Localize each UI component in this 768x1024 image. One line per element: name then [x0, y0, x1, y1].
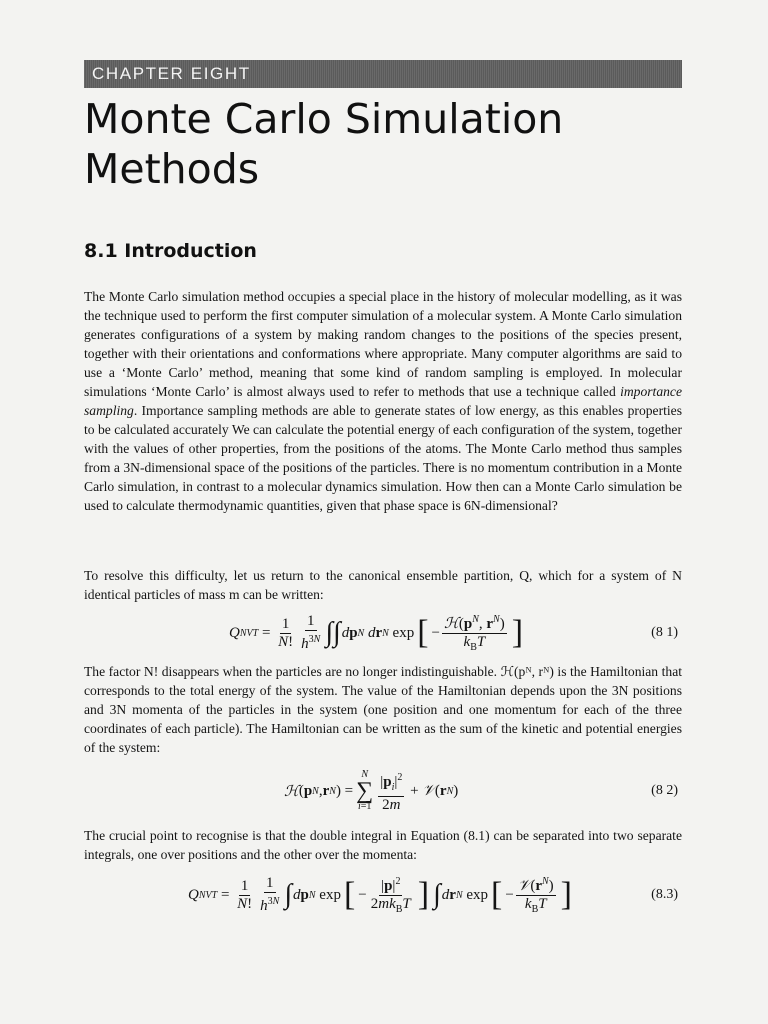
- equation-8-2-number: (8 2): [651, 783, 678, 798]
- hamiltonian-paragraph: The factor N! disappears when the particles are no longer indistinguishable. ℋ(pᴺ, rᴺ) is the Hamiltonian that corresponds to the total energy of the system. The value of the Hamiltonian depends upon the 3N positions and 3N momenta of the particles in the system (one position and one momentum for each of the three coordinates of each particle). The Hamiltonian can be written as the sum of the kinetic and potential energies of the system:: [84, 664, 682, 755]
- resolve-paragraph: To resolve this difficulty, let us return to the canonical ensemble partition, Q, which for a system of N identical particles of mass m can be written:: [84, 568, 682, 602]
- equation-8-1-body: Q NVT = $\frac{1}{N!}$ $\frac{1}{h^{3N}}$ ∫∫ d p N d r N exp [ − $\frac{ℋ(p^N, r^N)}{k_BT}$ ]: [229, 608, 526, 658]
- chapter-band: [84, 60, 682, 88]
- separation-paragraph: The crucial point to recognise is that the double integral in Equation (8.1) can be separated into two separate integrals, one over positions and the other over the momenta:: [84, 828, 682, 862]
- chapter-title: [84, 94, 684, 194]
- equation-8-1-number: (8 1): [651, 625, 678, 640]
- equation-8-3-number: (8.3): [651, 887, 678, 902]
- chapter-title-line1: Monte Carlo Simulation: [84, 95, 564, 143]
- equation-8-1: [84, 608, 682, 658]
- equation-8-3: [84, 870, 682, 920]
- intro-paragraph: [84, 287, 682, 515]
- equation-8-2-body: ℋ ( p N , r N ) = N ∑ i=1 $\frac{|p_i|^2}{2m}$ + 𝒱 ( r N ): [284, 769, 459, 813]
- section-heading: 8.1 Introduction: [84, 240, 257, 262]
- intro-text-end: . Importance sampling methods are able to generate states of low energy, as this enables properties to be calculated accurately We can calculate the potential energy of each configuration of the system, together with the values of other properties, from the positions of the atoms. The Monte Carlo method thus samples from a 3N-dimensional space of the positions of the particles. There is no momentum contribution in a Monte Carlo simulation, in contrast to a molecular dynamics simulation. How then can a Monte Carlo simulation be used to calculate thermodynamic quantities, given that phase space is 6N-dimensional?: [84, 403, 682, 513]
- chapter-title-line2: Methods: [84, 145, 260, 193]
- intro-text-start: The Monte Carlo simulation method occupies a special place in the history of molecular modelling, as it was the technique used to perform the first computer simulation of a molecular system. A Monte Carlo simulation generates configurations of a system by making random changes to the positions of the species present, together with their orientations and conformations where appropriate. Many computer algorithms are said to use a ‘Monte Carlo’ method, meaning that some kind of random sampling is employed. In molecular simulations ‘Monte Carlo’ is almost always used to refer to methods that use a technique called: [84, 289, 682, 399]
- equation-8-2: [84, 766, 682, 816]
- intro-italic-term: importance sampling: [84, 384, 682, 418]
- equation-8-3-body: Q NVT = $\frac{1}{N!}$ $\frac{1}{h^{3N}}$ ∫ d p N exp [ − $\frac{|p|^2}{2mk_BT}$ ] ∫ d r N exp [ − $\frac{𝒱(r^N)}{k_BT}$ ]: [188, 870, 575, 920]
- chapter-label: CHAPTER EIGHT: [92, 64, 251, 83]
